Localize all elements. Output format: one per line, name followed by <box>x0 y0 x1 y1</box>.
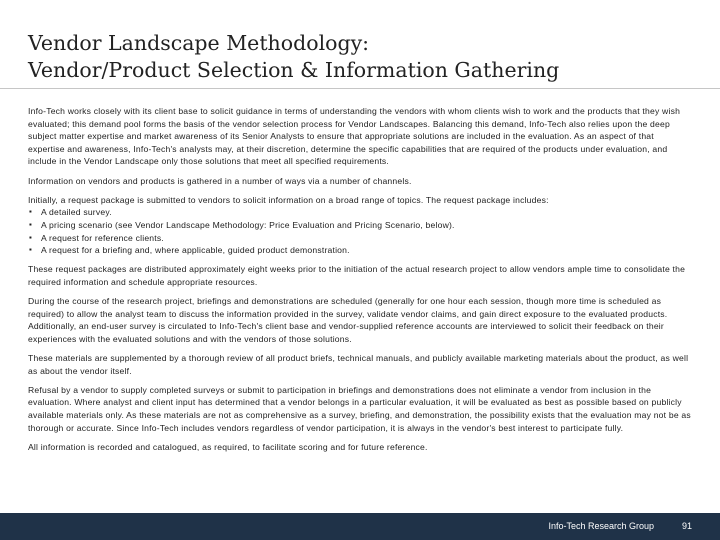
request-package-list <box>28 206 692 256</box>
body-text <box>28 105 692 460</box>
paragraph-request-package: Initially, a request package is submitted to vendors to solicit information on a broad range of topics. The request package includes: <box>28 194 549 205</box>
list-item-text: A request for reference clients. <box>41 232 164 243</box>
paragraph-materials-review: These materials are supplemented by a thorough review of all product briefs, technical manuals, and publicly available marketing materials about the product, as well as about the vendor itself. <box>28 353 689 376</box>
paragraph-information-channels: Information on vendors and products is gathered in a number of ways via a number of channels. <box>28 175 412 186</box>
paragraph-recording: All information is recorded and catalogued, as required, to facilitate scoring and for future reference. <box>28 441 428 452</box>
slide-title-line-2: Vendor/Product Selection & Information Gathering <box>28 58 560 82</box>
bullet-icon: ▪ <box>29 207 33 217</box>
paragraph-vendor-refusal: Refusal by a vendor to supply completed surveys or submit to participation in briefings and demonstrations does not eliminate a vendor from inclusion in the evaluation. Where analyst and client input has determined that a vendor belongs in a particular evaluation, it will be evaluated as best as possible based on publicly available materials only. As these materials are not as comprehensive as a survey, briefing, and demonstration, the possibility exists that the evaluation may not be as thorough or accurate. Since Info-Tech includes vendors regardless of vendor participation, it is always in the vendor's best interest to participate fully. <box>28 384 691 433</box>
footer-organization: Info-Tech Research Group <box>548 521 654 531</box>
title-divider <box>0 88 720 89</box>
paragraph-distribution-timing: These request packages are distributed approximately eight weeks prior to the initiation of the actual research project to allow vendors ample time to consolidate the required information and schedule appropriate resources. <box>28 264 686 287</box>
list-item-text: A request for a briefing and, where applicable, guided product demonstration. <box>41 245 350 256</box>
bullet-icon: ▪ <box>29 219 33 229</box>
list-item <box>28 219 692 232</box>
paragraph-briefings: During the course of the research project, briefings and demonstrations are scheduled (generally for one hour each session, though more time is scheduled as required) to allow the analyst team to discuss the information provided in the survey, validate vendor claims, and gain direct exposure to the evaluated products. Additionally, an end-user survey is circulated to Info-Tech's client base and vendor-supplied reference accounts are interviewed to solicit their feedback on their experiences with the evaluated solutions and with the vendors of those solutions. <box>28 296 668 344</box>
bullet-icon: ▪ <box>29 232 33 242</box>
bullet-icon: ▪ <box>29 245 33 255</box>
list-item <box>28 244 692 257</box>
list-item-text: A detailed survey. <box>41 207 112 218</box>
slide-title <box>28 30 698 84</box>
slide-title-line-1: Vendor Landscape Methodology: <box>28 31 370 55</box>
page-number: 91 <box>681 521 692 531</box>
paragraph-client-guidance: Info-Tech works closely with its client base to solicit guidance in terms of understanding the vendors with whom clients wish to work and the products that they wish evaluated; this demand pool forms the basis of the vendor selection process for Vendor Landscapes. Balancing this demand, Info-Tech also relies upon the deep subject matter expertise and market awareness of its Senior Analysts to ensure that appropriate solutions are included in the evaluation. As an aspect of that expertise and awareness, Info-Tech's analysts may, at their discretion, determine the specific capabilities that are required of the products under evaluation, and include in the Vendor Landscape only those solutions that meet all specified requirements. <box>28 106 681 167</box>
list-item <box>28 232 692 245</box>
footer-bar <box>0 513 720 540</box>
list-item <box>28 206 692 219</box>
list-item-text: A pricing scenario (see Vendor Landscape Methodology: Price Evaluation and Pricing Scenario, below). <box>41 219 455 230</box>
